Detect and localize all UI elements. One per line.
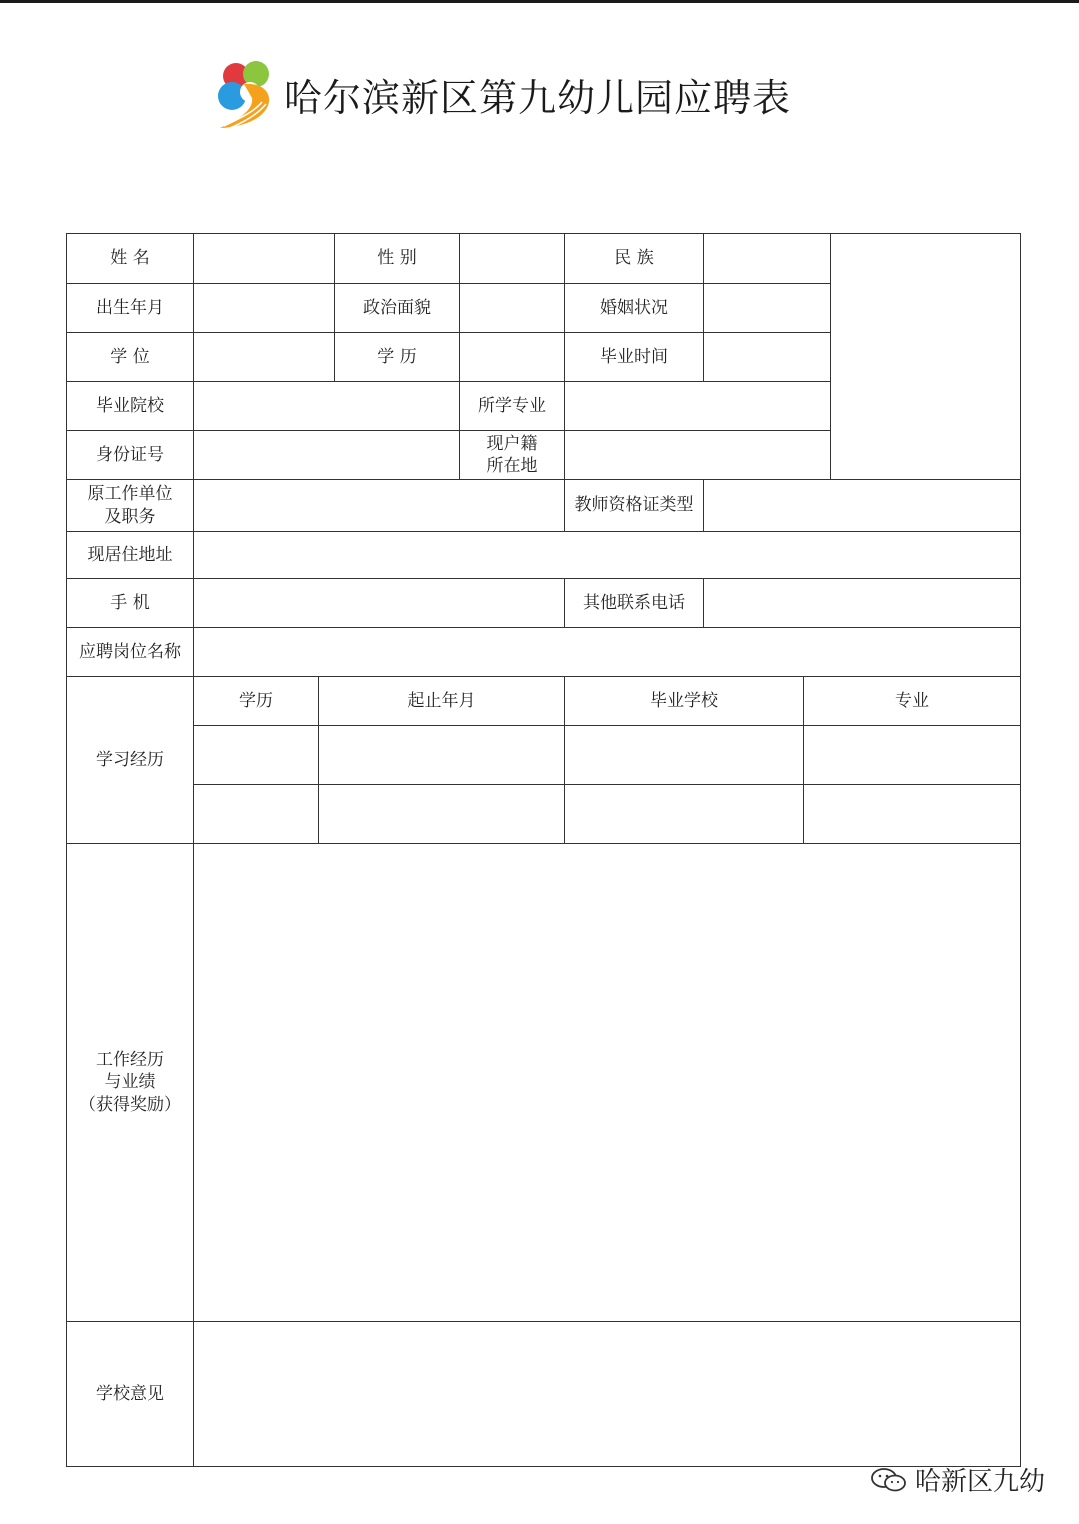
table-row bbox=[67, 532, 1021, 579]
major-field[interactable] bbox=[565, 382, 831, 431]
address-field[interactable] bbox=[194, 532, 1021, 579]
study-school-field[interactable] bbox=[565, 785, 804, 844]
work-field[interactable] bbox=[194, 844, 1021, 1322]
table-row bbox=[67, 677, 1021, 726]
marital-field[interactable] bbox=[704, 284, 831, 333]
id-label: 身份证号 bbox=[67, 431, 194, 480]
political-label: 政治面貌 bbox=[335, 284, 460, 333]
grad-time-label: 毕业时间 bbox=[565, 333, 704, 382]
degree-label: 学 位 bbox=[67, 333, 194, 382]
grad-time-field[interactable] bbox=[704, 333, 831, 382]
study-header-education: 学历 bbox=[194, 677, 319, 726]
study-period-field[interactable] bbox=[319, 785, 565, 844]
top-border-line bbox=[0, 0, 1079, 3]
other-phone-field[interactable] bbox=[704, 579, 1021, 628]
work-label: 工作经历 与业绩 （获得奖励） bbox=[67, 844, 194, 1322]
kindergarten-logo-icon bbox=[214, 58, 278, 130]
study-header-school: 毕业学校 bbox=[565, 677, 804, 726]
study-education-field[interactable] bbox=[194, 726, 319, 785]
table-row bbox=[67, 579, 1021, 628]
ethnicity-label: 民 族 bbox=[565, 234, 704, 284]
hukou-field[interactable] bbox=[565, 431, 831, 480]
study-header-period: 起止年月 bbox=[319, 677, 565, 726]
school-label: 毕业院校 bbox=[67, 382, 194, 431]
school-field[interactable] bbox=[194, 382, 460, 431]
table-row bbox=[67, 480, 1021, 532]
watermark-text: 哈新区九幼 bbox=[914, 1467, 1045, 1497]
wechat-watermark bbox=[869, 1461, 1045, 1498]
birth-field[interactable] bbox=[194, 284, 335, 333]
study-major-field[interactable] bbox=[804, 726, 1021, 785]
other-phone-label: 其他联系电话 bbox=[565, 579, 704, 628]
degree-field[interactable] bbox=[194, 333, 335, 382]
table-row bbox=[67, 234, 1021, 284]
marital-label: 婚姻状况 bbox=[565, 284, 704, 333]
study-period-field[interactable] bbox=[319, 726, 565, 785]
ethnicity-field[interactable] bbox=[704, 234, 831, 284]
prev-work-field[interactable] bbox=[194, 480, 565, 532]
political-field[interactable] bbox=[460, 284, 565, 333]
position-field[interactable] bbox=[194, 628, 1021, 677]
address-label: 现居住地址 bbox=[67, 532, 194, 579]
table-row bbox=[67, 844, 1021, 1322]
cert-field[interactable] bbox=[704, 480, 1021, 532]
name-label: 姓 名 bbox=[67, 234, 194, 284]
name-field[interactable] bbox=[194, 234, 335, 284]
page-title: 哈尔滨新区第九幼儿园应聘表 bbox=[284, 75, 792, 120]
education-field[interactable] bbox=[460, 333, 565, 382]
document-header bbox=[214, 58, 791, 130]
education-label: 学 历 bbox=[335, 333, 460, 382]
study-school-field[interactable] bbox=[565, 726, 804, 785]
table-row bbox=[67, 726, 1021, 785]
gender-field[interactable] bbox=[460, 234, 565, 284]
birth-label: 出生年月 bbox=[67, 284, 194, 333]
study-education-field[interactable] bbox=[194, 785, 319, 844]
study-header-major: 专业 bbox=[804, 677, 1021, 726]
gender-label: 性 别 bbox=[335, 234, 460, 284]
id-field[interactable] bbox=[194, 431, 460, 480]
table-row bbox=[67, 1322, 1021, 1467]
application-form-table bbox=[66, 233, 1021, 1467]
table-row bbox=[67, 785, 1021, 844]
study-major-field[interactable] bbox=[804, 785, 1021, 844]
position-label: 应聘岗位名称 bbox=[67, 628, 194, 677]
cert-label: 教师资格证类型 bbox=[565, 480, 704, 532]
opinion-label: 学校意见 bbox=[67, 1322, 194, 1467]
prev-work-label: 原工作单位 及职务 bbox=[67, 480, 194, 532]
table-row bbox=[67, 628, 1021, 677]
mobile-field[interactable] bbox=[194, 579, 565, 628]
study-label: 学习经历 bbox=[67, 677, 194, 844]
opinion-field[interactable] bbox=[194, 1322, 1021, 1467]
mobile-label: 手 机 bbox=[67, 579, 194, 628]
wechat-icon bbox=[869, 1467, 909, 1493]
major-label: 所学专业 bbox=[460, 382, 565, 431]
hukou-label: 现户籍 所在地 bbox=[460, 431, 565, 480]
photo-box bbox=[831, 234, 1021, 480]
